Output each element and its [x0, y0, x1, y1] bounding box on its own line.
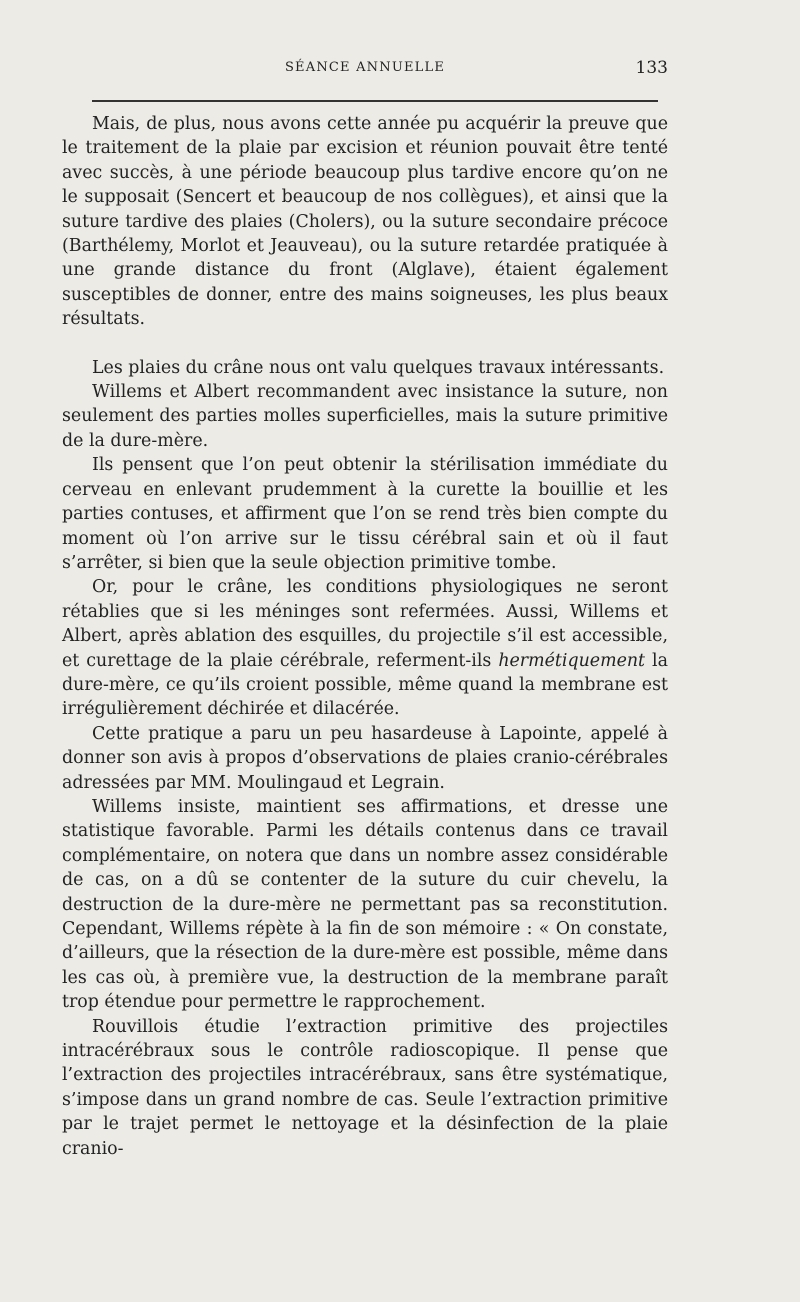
- paragraph-text: la dure-mère, ce qu’ils croient possible, même quand la membrane est irrégulièrement déchirée et dilacérée.: [62, 650, 668, 720]
- paragraph: [62, 575, 668, 721]
- running-head: [62, 60, 668, 88]
- paragraph: Cette pratique a paru un peu hasardeuse à Lapointe, appelé à donner son avis à propos d’observations de plaies cranio-cérébrales adressées par MM. Moulingaud et Legrain.: [62, 723, 668, 793]
- paragraph: Mais, de plus, nous avons cette année pu acquérir la preuve que le traitement de la plaie par excision et réunion pouvait être tenté avec succès, à une période beaucoup plus tardive encore qu’on ne le supposait (Sencert et beaucoup de nos collègues), et ainsi que la suture tardive des plaies (Cholers), ou la suture secondaire précoce (Barthélemy, Morlot et Jeauveau), ou la suture retardée pratiquée à une grande distance du front (Alglave), étaient également susceptibles de donner, entre des mains soigneuses, les plus beaux résultats.: [62, 114, 668, 330]
- header-rule: [92, 100, 658, 102]
- body-text: [62, 112, 668, 1161]
- paragraph: Les plaies du crâne nous ont valu quelques travaux intéressants.: [92, 357, 665, 378]
- running-head-title: SÉANCE ANNUELLE: [284, 60, 446, 75]
- italic-word: hermétiquement: [498, 650, 646, 671]
- paragraph: Willems et Albert recommandent avec insistance la suture, non seulement des parties molles superficielles, mais la suture primitive de la dure-mère.: [62, 382, 668, 451]
- page-number: 133: [635, 58, 668, 78]
- paragraph: Rouvillois étudie l’extraction primitive des projectiles intracérébraux sous le contrôle radioscopique. Il pense que l’extraction des projectiles intracérébraux, sans être systématique, s’impose dans un grand nombre de cas. Seule l’extraction primitive par le trajet permet le nettoyage et la désinfection de la plaie cranio-: [62, 1016, 668, 1159]
- paragraph: Willems insiste, maintient ses affirmations, et dresse une statistique favorable. Parmi les détails contenus dans ce travail complémentaire, on notera que dans un nombre assez considérable de cas, on a dû se contenter de la suture du cuir chevelu, la destruction de la dure-mère ne permettant pas sa reconstitution. Cependant, Willems répète à la fin de son mémoire : « On constate, d’ailleurs, que la résection de la dure-mère est possible, même dans les cas où, à première vue, la destruction de la membrane paraît trop étendue pour permettre le rapprochement.: [62, 796, 668, 1013]
- paragraph: Ils pensent que l’on peut obtenir la stérilisation immédiate du cerveau en enlevant prudemment à la curette la bouillie et les parties contuses, et affirment que l’on se rend très bien compte du moment où l’on arrive sur le tissu cérébral sain et où il faut s’arrêter, si bien que la seule objection primitive tombe.: [62, 455, 668, 573]
- paragraph-text: Or, pour le crâne, les conditions physiologiques ne seront rétablies que si les méninges sont refermées. Aussi, Willems et Albert, après ablation des esquilles, du projectile s’il est accessible, et curettage de la plaie cérébrale, referment-ils: [62, 577, 668, 671]
